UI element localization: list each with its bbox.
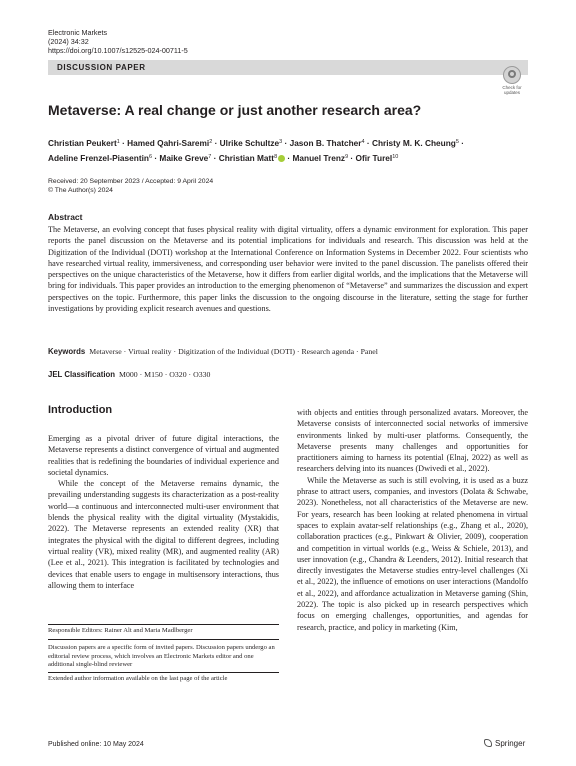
author[interactable]: Manuel Trenz$^9$ xyxy=(292,153,349,163)
check-for-updates-badge[interactable]: Check for updates xyxy=(500,66,524,96)
check-updates-icon xyxy=(503,66,521,84)
right-column xyxy=(297,407,528,633)
paragraph: with objects and entities through personalized avatars. Moreover, the Metaverse consists of interconnected social networks of immersive environments linked by multi-user platforms. Consequently, the Metaverse presents many challenges and opportunities for practitioners aiming to harness its potential (Elnaj, 2022) as well as researchers delving into its nuances (Dwivedi et al., 2022). xyxy=(297,408,528,474)
author[interactable]: Christian Peukert$^1$ xyxy=(48,138,120,148)
journal-name: Electronic Markets xyxy=(48,28,108,37)
springer-horse-icon xyxy=(484,739,492,747)
author[interactable]: Christian Matt$^8$ xyxy=(219,153,285,163)
article-type-band xyxy=(48,60,528,75)
jel-label: JEL Classification xyxy=(48,370,116,379)
article-title: Metaverse: A real change or just another research area? xyxy=(48,102,422,118)
footnote-extended: Extended author information available on the last page of the article xyxy=(48,675,228,682)
author-list: Christian Peukert$^1$ · Hamed Qahri-Saremi$^2$ · Ulrike Schultze$^3$ · Jason B. Thatcher$^4$ · Christy M. K. Cheung$^5$ · Adeline Frenzel-Piasentin$^6$ · Maike Greve$^7$ · Christian Matt$^8$ · Manuel Trenz$^9$ · Ofir Turel$^{10}$ xyxy=(48,138,464,163)
introduction-heading: Introduction xyxy=(48,404,113,416)
keywords-label: Keywords xyxy=(48,347,86,356)
keywords-text: Metaverse · Virtual reality · Digitization of the Individual (DOTI) · Research agenda · Panel xyxy=(89,347,378,356)
author[interactable]: Jason B. Thatcher$^4$ xyxy=(289,138,365,148)
author[interactable]: Christy M. K. Cheung$^5$ xyxy=(371,138,459,148)
abstract-text: The Metaverse, an evolving concept that fuses physical reality with digital virtuality, offers a dynamic environment for exploration. This paper reports the panel discussion on the Metaverse and its potential implications for individuals and research. This discussion was held at the Digitization of the Individual (DOTI) workshop at the International Conference on Information Systems in December 2022. Four scientists who have researched virtual reality, immersiveness, and corresponding user behavior were invited to the panel discussion. The panelists offered their perspectives on the unique characteristics of the Metaverse, how it differs from earlier digital worlds, and the implications that the Metaverse will bring for individuals. This paper provides an introduction to the emerging phenomenon of “Metaverse” and summarizes the discussion and expert perspectives on the topic. Furthermore, this paper links the discussion to the ongoing discourse in the literature, setting the stage for further investigations by providing explicit research avenues and questions. xyxy=(48,225,528,314)
paragraph: While the Metaverse as such is still evolving, it is used as a buzz phrase to attract users, companies, and investors (Dolata & Schwabe, 2023). Nonetheless, not all characteristics of the Metaverse are new. For years, research has been looking at related phenomena in virtual spaces to explain avatar-self relationships (e.g., Zhang et al., 2020), collaboration practices (e.g., Pinkwart & Olivier, 2009), cooperation and competition in virtual worlds (e.g., Weiss & Schiele, 2013), and user innovation (e.g., Chandra & Leenders, 2012). Initial research that directly investigates the Metaverse studies entry-level challenges (Xi et al., 2022), the influence of emotions on user interactions (Mandolfo et al., 2022), and affordance actualization in Metaverse gaming (Shin, 2022). The topic is also picked up in research perspectives which focus on emerging challenges, opportunities, and agendas for research, practice, and policy in marketing (Kim, xyxy=(297,475,528,632)
paragraph: While the concept of the Metaverse remains dynamic, the prevailing understanding suggests its characterization as a post-reality world—a continuous and interconnected multi-user environment that blends the physical reality with the digital virtuality (Mystakidis, 2022). The Metaverse represents an extended reality (XR) that integrates the physical with the digital to different degrees, including virtual reality (VR), mixed reality (MR), and augmented reality (AR) (Lee et al., 2021). This integration is facilitated by technologies and devices that enable users to engage in multisensory interactions, thus allowing them to interface xyxy=(48,479,279,590)
copyright: © The Author(s) 2024 xyxy=(48,187,113,194)
author[interactable]: Ofir Turel$^{10}$ xyxy=(355,153,399,163)
author[interactable]: Maike Greve$^7$ xyxy=(159,153,212,163)
footnote-editors: Responsible Editors: Rainer Alt and Maria Madlberger xyxy=(48,627,193,634)
article-type-label: DISCUSSION PAPER xyxy=(57,63,146,72)
publisher-name: Springer xyxy=(495,739,526,748)
paragraph: Emerging as a pivotal driver of future digital interactions, the Metaverse represents a distinct convergence of virtual and augmented realities that is redefining the boundaries of individual experience and societal dynamics. xyxy=(48,434,279,477)
jel-classification xyxy=(48,370,210,379)
orcid-icon[interactable] xyxy=(278,155,285,162)
journal-doi[interactable]: https://doi.org/10.1007/s12525-024-00711-5 xyxy=(48,46,188,55)
author[interactable]: Ulrike Schultze$^3$ xyxy=(219,138,283,148)
jel-text: M000 · M150 · O320 · O330 xyxy=(119,370,211,379)
author[interactable]: Adeline Frenzel-Piasentin$^6$ xyxy=(48,153,153,163)
abstract-heading: Abstract xyxy=(48,212,83,222)
footnote-divider xyxy=(48,672,279,673)
journal-header xyxy=(48,28,188,55)
author[interactable]: Hamed Qahri-Saremi$^2$ xyxy=(127,138,213,148)
publisher-logo xyxy=(484,739,525,748)
dates-block xyxy=(48,177,213,195)
received-accepted: Received: 20 September 2023 / Accepted: 9 April 2024 xyxy=(48,178,214,185)
keywords xyxy=(48,347,378,356)
left-column xyxy=(48,433,279,591)
published-online: Published online: 10 May 2024 xyxy=(48,741,144,748)
footnote-divider xyxy=(48,639,279,640)
footnote-divider xyxy=(48,624,279,625)
journal-issue: (2024) 34:32 xyxy=(48,37,89,46)
footnote-invited: Discussion papers are a specific form of invited papers. Discussion papers undergo an editorial review process, which involves an Electronic Markets editor and one additional single-blind reviewer xyxy=(48,644,275,669)
